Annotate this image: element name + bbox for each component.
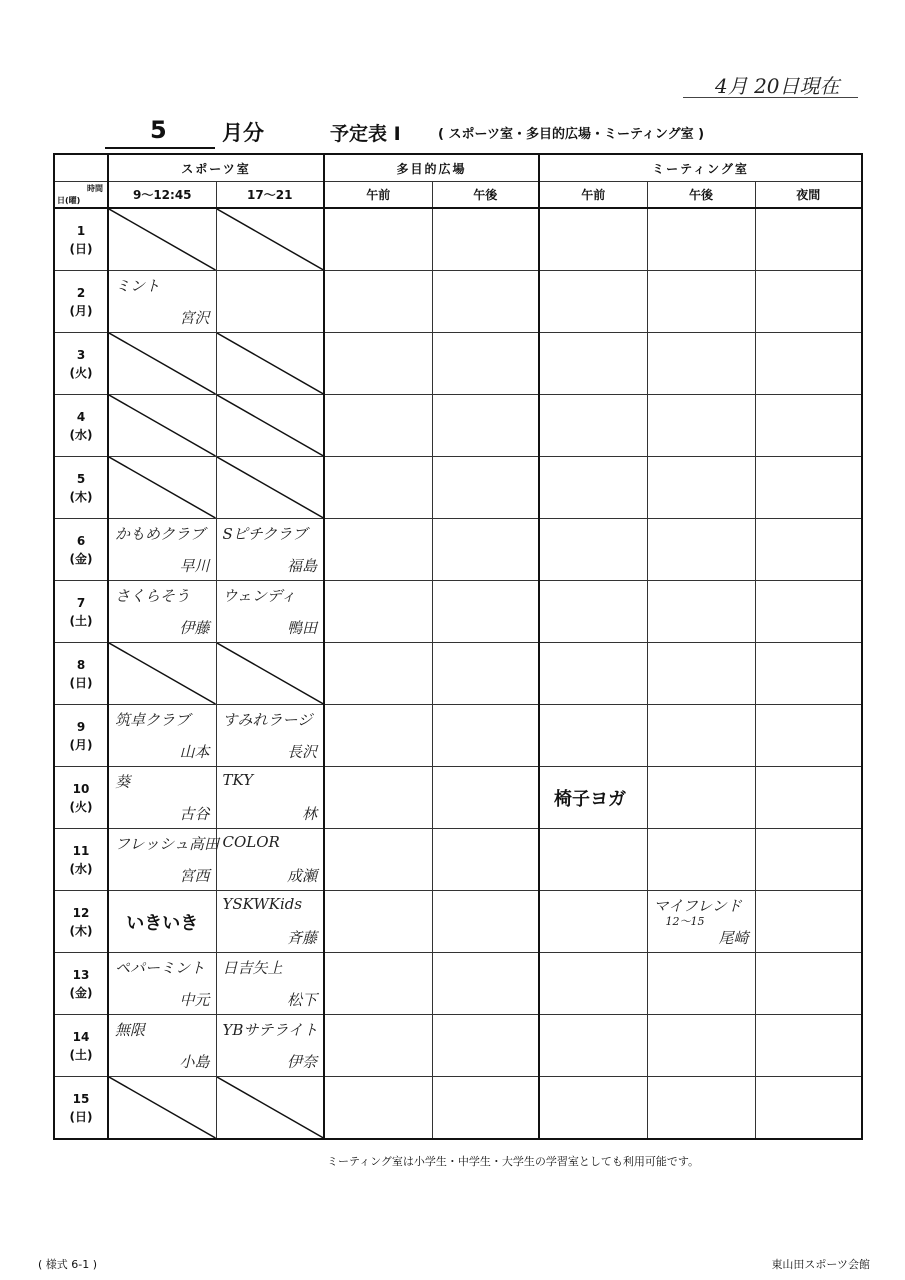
booking-cell [755,643,862,705]
date-cell [54,891,108,953]
booking-cell [539,395,647,457]
booking-cell [216,953,324,1015]
booking-cell [216,208,324,271]
booking-cell [432,271,539,333]
booking-cell [647,519,755,581]
booking-cell [324,705,432,767]
booking-cell [108,1077,216,1140]
date-cell [54,953,108,1015]
closed-slash [109,395,216,456]
date-cell [54,457,108,519]
booking-cell [324,519,432,581]
booking-group-name: 葵 [115,773,131,791]
booking-cell [539,643,647,705]
corner-date-label: 日(曜) [57,196,81,205]
booking-cell [108,519,216,581]
booking-cell [216,271,324,333]
booking-contact-name: 福島 [286,557,317,575]
booking-group-name: Sピチクラブ [222,525,308,543]
booking-cell [647,395,755,457]
booking-cell [108,705,216,767]
day-number: 6 [76,533,86,548]
booking-cell [108,395,216,457]
booking-cell [647,643,755,705]
page-title: 予定表 Ⅰ [330,123,401,145]
schedule-row [54,395,862,457]
booking-cell [216,581,324,643]
schedule-body [54,208,862,1139]
booking-cell [647,891,755,953]
booking-cell [108,1015,216,1077]
booking-contact-name: 長沢 [286,743,317,761]
booking-cell [432,891,539,953]
booking-cell [432,457,539,519]
month-underline [105,147,215,149]
booking-contact-name: 山本 [179,743,210,761]
closed-slash [109,643,216,704]
booking-group-name: ミント [115,277,161,295]
booking-group-name: COLOR [222,833,280,851]
booking-group-name: 日吉矢上 [222,959,283,977]
booking-cell [216,1077,324,1140]
booking-contact-name: 鴨田 [286,619,317,637]
booking-contact-name: 林 [301,805,317,823]
page-subtitle: ( スポーツ室・多目的広場・ミーティング室 ) [438,127,705,142]
booking-cell [108,271,216,333]
booking-printed-name: 椅子ヨガ [554,789,626,810]
schedule-row [54,333,862,395]
booking-cell [324,891,432,953]
booking-cell [324,829,432,891]
date-cell [54,643,108,705]
weekday: (火) [69,365,93,380]
day-number: 14 [72,1029,90,1044]
schedule-row [54,643,862,705]
booking-contact-name: 伊奈 [286,1053,317,1071]
booking-group-name: さくらそう [115,587,191,605]
weekday: (金) [69,551,93,566]
booking-cell [755,1015,862,1077]
booking-cell [539,767,647,829]
booking-cell [108,333,216,395]
booking-cell [432,1015,539,1077]
footnote: ミーティング室は小学生・中学生・大学生の学習室としても利用可能です。 [327,1155,700,1168]
booking-cell [647,1077,755,1140]
slot-header: 午後 [432,182,539,209]
booking-cell [108,891,216,953]
date-cell [54,519,108,581]
booking-cell [432,643,539,705]
booking-contact-name: 成瀬 [286,867,317,885]
date-cell [54,1077,108,1140]
booking-group-name: マイフレンド [653,897,742,915]
booking-cell [755,1077,862,1140]
day-number: 11 [72,843,90,858]
booking-cell [432,395,539,457]
booking-cell [432,829,539,891]
weekday: (月) [69,303,93,318]
booking-cell [755,519,862,581]
booking-cell [539,271,647,333]
date-cell [54,1015,108,1077]
booking-cell [432,581,539,643]
form-number: ( 様式 6-1 ) [38,1258,98,1271]
group-header-meeting-room: ミーティング室 [539,154,862,182]
booking-cell [216,767,324,829]
schedule-table [53,153,863,1140]
booking-cell [755,271,862,333]
weekday: (木) [69,923,93,938]
day-number: 8 [76,657,86,672]
booking-contact-name: 伊藤 [179,619,210,637]
booking-cell [647,208,755,271]
booking-cell [324,395,432,457]
schedule-row [54,1077,862,1140]
booking-cell [647,1015,755,1077]
booking-cell [324,208,432,271]
closed-slash [217,333,324,394]
booking-cell [216,333,324,395]
booking-contact-name: 宮沢 [179,309,210,327]
day-number: 15 [72,1091,90,1106]
date-cell [54,705,108,767]
booking-cell [755,829,862,891]
schedule-row [54,1015,862,1077]
booking-cell [324,1077,432,1140]
weekday: (日) [69,675,93,690]
day-number: 9 [76,719,86,734]
booking-cell [539,333,647,395]
weekday: (土) [69,1047,93,1062]
schedule-row [54,829,862,891]
booking-group-name: ペパーミント [115,959,206,977]
booking-cell [216,1015,324,1077]
booking-cell [432,953,539,1015]
booking-cell [539,829,647,891]
booking-cell [324,581,432,643]
weekday: (水) [69,861,93,876]
booking-contact-name: 松下 [286,991,317,1009]
closed-slash [217,643,324,704]
booking-group-name: YSKWKids [222,895,303,913]
day-number: 10 [72,781,90,796]
schedule-row [54,519,862,581]
booking-group-name: 筑卓クラブ [115,711,191,729]
booking-printed-name: いきいき [126,913,199,934]
booking-cell [108,829,219,891]
booking-group-name: すみれラージ [222,711,313,729]
weekday: (日) [69,241,93,256]
booking-cell [755,767,862,829]
schedule-row [54,208,862,271]
month-suffix: 月分 [222,121,264,145]
closed-slash [109,457,216,518]
booking-time: 12～15 [665,915,705,928]
booking-cell [324,333,432,395]
booking-cell [755,581,862,643]
booking-cell [216,829,324,891]
group-header-sports-room: スポーツ室 [108,154,324,182]
booking-contact-name: 中元 [179,991,210,1009]
slot-header: 午後 [647,182,755,209]
closed-slash [109,209,216,270]
booking-cell [324,1015,432,1077]
schedule-row [54,953,862,1015]
booking-cell [324,767,432,829]
day-number: 1 [76,223,86,238]
booking-cell [539,1015,647,1077]
date-cell [54,271,108,333]
booking-contact-name: 宮西 [179,867,210,885]
booking-cell [647,581,755,643]
schedule-row [54,457,862,519]
weekday: (水) [69,427,93,442]
slot-header: 夜間 [755,182,862,209]
booking-cell [108,643,216,705]
booking-cell [216,457,324,519]
booking-cell [755,208,862,271]
booking-cell [108,953,216,1015]
closed-slash [217,457,324,518]
closed-slash [217,209,324,270]
booking-group-name: TKY [222,771,254,789]
schedule-row [54,705,862,767]
corner-time-label: 時間 [87,184,103,193]
booking-cell [647,767,755,829]
booking-cell [755,395,862,457]
booking-cell [216,891,324,953]
booking-contact-name: 早川 [179,557,210,575]
weekday: (木) [69,489,93,504]
schedule-row [54,891,862,953]
booking-cell [539,457,647,519]
booking-cell [539,891,647,953]
booking-cell [647,457,755,519]
booking-contact-name: 小島 [179,1053,210,1071]
date-cell [54,581,108,643]
slot-header: 9～12:45 [108,182,216,209]
date-cell [54,829,108,891]
booking-cell [324,643,432,705]
booking-cell [755,333,862,395]
weekday: (月) [69,737,93,752]
day-number: 12 [72,905,90,920]
booking-cell [755,953,862,1015]
booking-cell [539,208,647,271]
day-number: 13 [72,967,90,982]
booking-cell [432,1077,539,1140]
organization-name: 東山田スポーツ会館 [771,1258,870,1271]
booking-cell [216,519,324,581]
booking-cell [216,395,324,457]
day-number: 2 [76,285,86,300]
booking-cell [647,953,755,1015]
booking-cell [647,829,755,891]
booking-contact-name: 斉藤 [286,929,317,947]
day-number: 5 [76,471,86,486]
booking-group-name: 無限 [115,1021,146,1039]
group-header-plaza: 多目的広場 [324,154,539,182]
booking-cell [108,208,216,271]
booking-contact-name: 尾崎 [718,929,749,947]
booking-cell [755,891,862,953]
weekday: (金) [69,985,93,1000]
date-cell [54,395,108,457]
booking-cell [647,333,755,395]
date-cell [54,208,108,271]
booking-cell [108,581,216,643]
booking-group-name: ウェンディ [222,587,296,605]
slot-header: 午前 [324,182,432,209]
weekday: (火) [69,799,93,814]
booking-cell [647,271,755,333]
schedule-row [54,767,862,829]
date-underline [683,97,858,98]
date-cell [54,767,108,829]
booking-cell [216,643,324,705]
date-cell [54,333,108,395]
booking-group-name: かもめクラブ [115,525,206,543]
day-number: 3 [76,347,86,362]
booking-cell [539,519,647,581]
booking-cell [755,457,862,519]
weekday: (日) [69,1109,93,1124]
schedule-row [54,581,862,643]
closed-slash [109,333,216,394]
booking-cell [539,1077,647,1140]
closed-slash [217,1077,324,1138]
booking-cell [324,271,432,333]
booking-cell [539,581,647,643]
booking-cell [432,767,539,829]
booking-cell [432,705,539,767]
booking-group-name: フレッシュ高田 [115,835,219,853]
header-corner-blank [54,154,108,182]
booking-cell [216,705,324,767]
booking-cell [324,457,432,519]
schedule-row [54,271,862,333]
booking-cell [324,953,432,1015]
day-number: 4 [76,409,86,424]
header-corner [54,182,108,209]
booking-cell [432,333,539,395]
closed-slash [217,395,324,456]
booking-cell [108,457,216,519]
booking-cell [647,705,755,767]
booking-cell [108,767,216,829]
booking-contact-name: 古谷 [179,805,210,823]
booking-cell [755,705,862,767]
closed-slash [109,1077,216,1138]
slot-header: 午前 [539,182,647,209]
booking-group-name: YBサテライト [222,1021,318,1039]
booking-cell [432,519,539,581]
weekday: (土) [69,613,93,628]
booking-cell [539,953,647,1015]
booking-cell [432,208,539,271]
slot-header: 17～21 [216,182,324,209]
booking-cell [539,705,647,767]
day-number: 7 [76,595,86,610]
month-number: 5 [150,116,167,144]
current-as-of-date: 4月 20日現在 [715,74,840,98]
